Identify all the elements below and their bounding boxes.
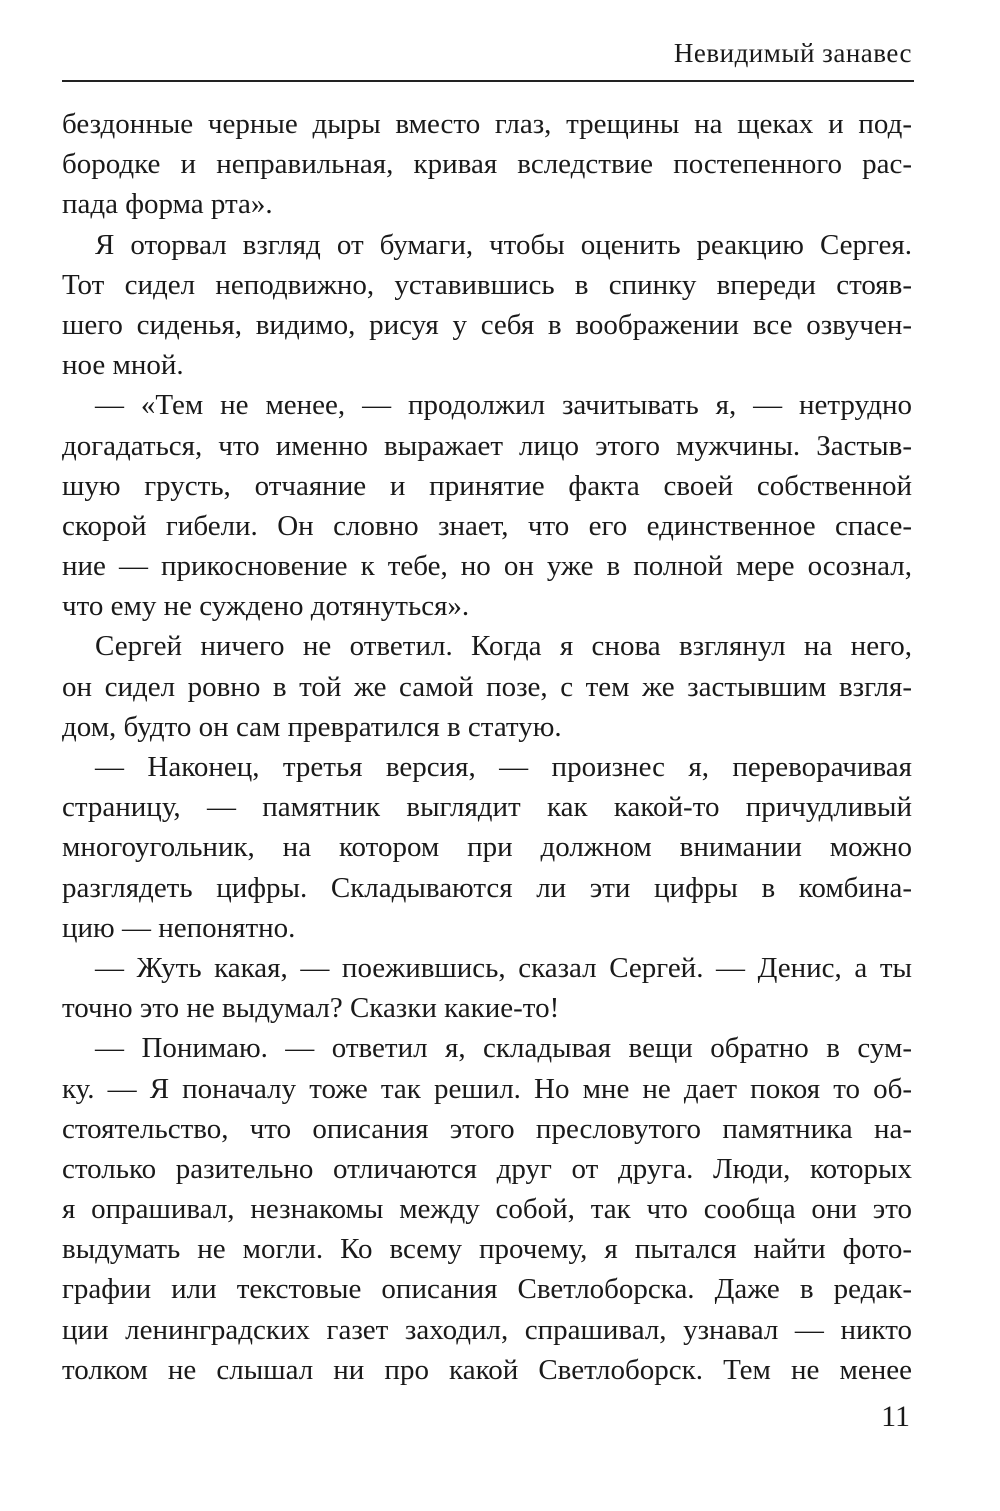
text-line: пада форма рта». xyxy=(62,188,273,221)
body-text xyxy=(62,104,912,1390)
text-line: графии или текстовые описания Светлоборска. Даже в редак- xyxy=(62,1273,912,1306)
text-line: ное мной. xyxy=(62,349,184,382)
text-line: Я оторвал взгляд от бумаги, чтобы оценить реакцию Сергея. xyxy=(95,228,912,261)
text-line: скорой гибели. Он словно знает, что его единственное спасе- xyxy=(62,509,912,542)
text-line: ние — прикосновение к тебе, но он уже в полной мере осознал, xyxy=(62,550,912,583)
text-line: я опрашивал, незнакомы между собой, так что сообща они это xyxy=(62,1193,912,1226)
text-line: — Наконец, третья версия, — произнес я, переворачивая xyxy=(95,751,912,783)
text-line: точно это не выдумал? Сказки какие-то! xyxy=(62,992,560,1025)
text-line: дом, будто он сам превратился в статую. xyxy=(62,710,562,743)
text-line: шую грусть, отчаяние и принятие факта своей собственной xyxy=(62,469,912,502)
text-line: догадаться, что именно выражает лицо этого мужчины. Застыв- xyxy=(62,429,912,462)
running-title: Невидимый занавес xyxy=(673,38,912,68)
text-line: он сидел ровно в той же самой позе, с тем же застывшим взгля- xyxy=(62,670,912,703)
text-line: бородке и неправильная, кривая вследствие постепенного рас- xyxy=(62,148,912,181)
text-line: цию — непонятно. xyxy=(62,911,296,944)
text-line: Тот сидел неподвижно, уставившись в спинку впереди стояв- xyxy=(62,268,912,301)
text-line: — Жуть какая, — поежившись, сказал Сергей. — Денис, а ты xyxy=(95,951,912,984)
text-line: ции ленинградских газет заходил, спрашивал, узнавал — никто xyxy=(62,1313,912,1346)
text-line: выдумать не могли. Ко всему прочему, я пытался найти фото- xyxy=(62,1233,912,1266)
text-line: бездонные черные дыры вместо глаз, трещины на щеках и под- xyxy=(62,108,912,140)
text-line: — Понимаю. — ответил я, складывая вещи обратно в сум- xyxy=(95,1032,912,1065)
text-line: страницу, — памятник выглядит как какой-то причудливый xyxy=(62,791,912,824)
header-rule xyxy=(62,80,914,82)
text-line: шего сиденья, видимо, рисуя у себя в воображении все озвучен- xyxy=(62,308,912,341)
text-line: разглядеть цифры. Складываются ли эти цифры в комбина- xyxy=(62,871,912,904)
text-line: что ему не суждено дотянуться». xyxy=(62,590,470,623)
text-line: — «Тем не менее, — продолжил зачитывать я, — нетрудно xyxy=(95,389,912,422)
text-line: столько разительно отличаются друг от друга. Люди, которых xyxy=(62,1152,912,1185)
page-number: 11 xyxy=(881,1400,910,1433)
text-line: Сергей ничего не ответил. Когда я снова взглянул на него, xyxy=(95,630,912,663)
text-line: стоятельство, что описания этого пресловутого памятника на- xyxy=(62,1112,912,1145)
text-line: ку. — Я поначалу тоже так решил. Но мне не дает покоя то об- xyxy=(62,1072,912,1105)
text-line: многоугольник, на котором при должном внимании можно xyxy=(62,831,912,864)
text-line: толком не слышал ни про какой Светлоборск. Тем не менее xyxy=(62,1353,912,1386)
